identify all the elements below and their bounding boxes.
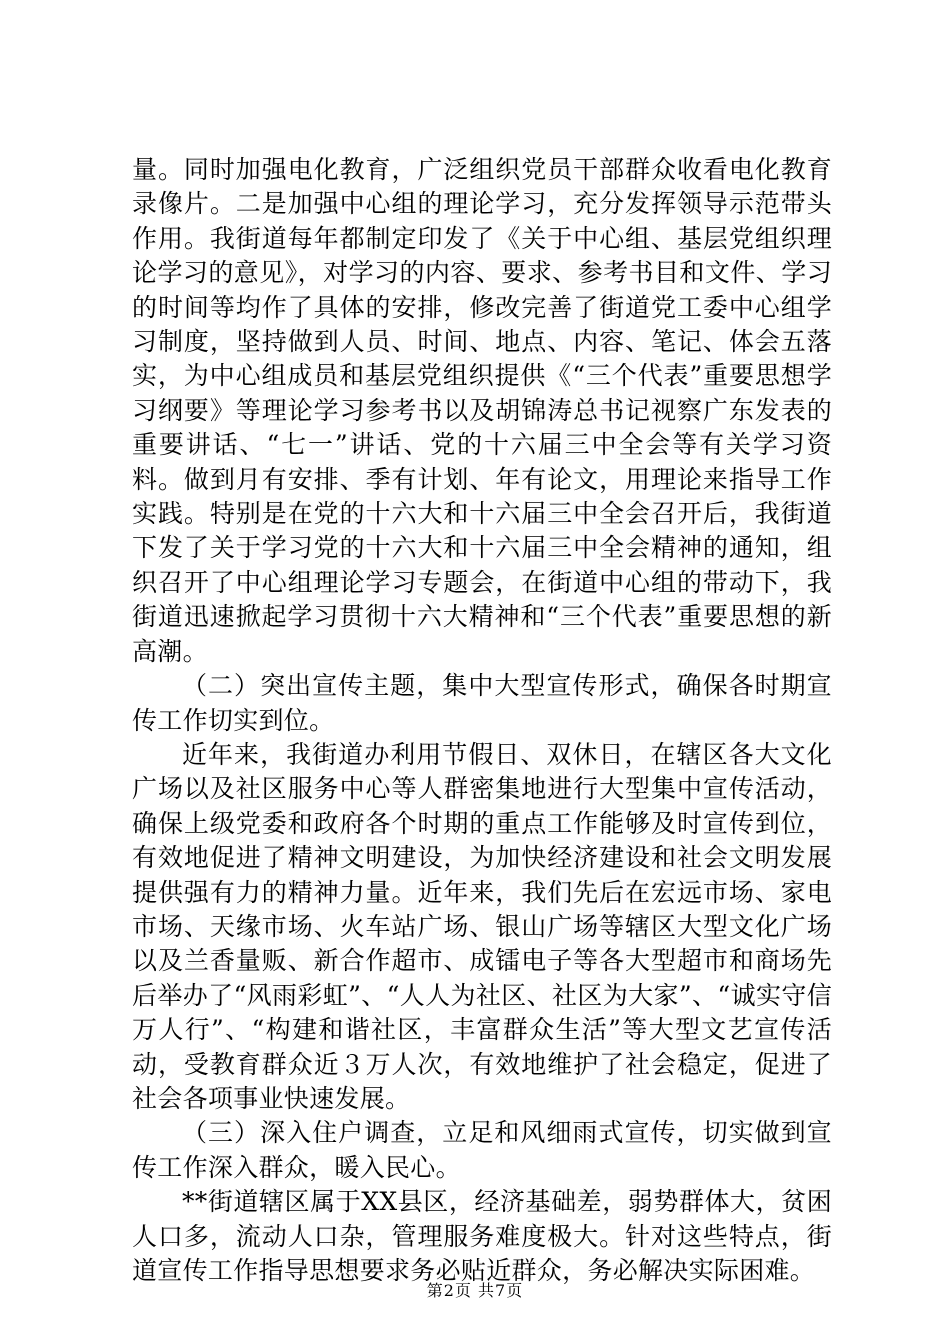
document-body <box>132 153 832 1288</box>
page-footer <box>0 1281 950 1301</box>
page-number: 第2页 共7页 <box>426 1281 524 1300</box>
paragraph-district-overview: **街道辖区属于XX县区，经济基础差，弱势群体大，贫困人口多，流动人口杂，管理服务难度极大。针对这些特点，街道宣传工作指导思想要求务必贴近群众，务必解决实际困难。 <box>132 1187 832 1285</box>
section-heading-2: （二）突出宣传主题，集中大型宣传形式，确保各时期宣传工作切实到位。 <box>132 671 832 735</box>
paragraph-publicity-events: 近年来，我街道办利用节假日、双休日，在辖区各大文化广场以及社区服务中心等人群密集地进行大型集中宣传活动，确保上级党委和政府各个时期的重点工作能够及时宣传到位，有效地促进了精神文明建设，为加快经济建设和社会文明发展提供强有力的精神力量。近年来，我们先后在宏远市场、家电市场、天缘市场、火车站广场、银山广场等辖区大型文化广场以及兰香量贩、新合作超市、成镭电子等各大型超市和商场先后举办了“风雨彩虹”、“人人为社区、社区为大家”、“诚实守信万人行”、“构建和谐社区，丰富群众生活”等大型文艺宣传活动，受教育群众近３万人次，有效地维护了社会稳定，促进了社会各项事业快速发展。 <box>132 739 832 1113</box>
paragraph-continuation: 量。同时加强电化教育，广泛组织党员干部群众收看电化教育录像片。二是加强中心组的理论学习，充分发挥领导示范带头作用。我街道每年都制定印发了《关于中心组、基层党组织理论学习的意见》，对学习的内容、要求、参考书目和文件、学习的时间等均作了具体的安排，修改完善了街道党工委中心组学习制度，坚持做到人员、时间、地点、内容、笔记、体会五落实，为中心组成员和基层党组织提供《“三个代表”重要思想学习纲要》等理论学习参考书以及胡锦涛总书记视察广东发表的重要讲话、“七一”讲话、党的十六届三中全会等有关学习资料。做到月有安排、季有计划、年有论文，用理论来指导工作实践。特别是在党的十六大和十六届三中全会召开后，我街道下发了关于学习党的十六大和十六届三中全会精神的通知，组织召开了中心组理论学习专题会，在街道中心组的带动下，我街道迅速掀起学习贯彻十六大精神和“三个代表”重要思想的新高潮。 <box>132 155 832 666</box>
section-heading-3: （三）深入住户调查，立足和风细雨式宣传，切实做到宣传工作深入群众，暖入民心。 <box>132 1118 832 1182</box>
